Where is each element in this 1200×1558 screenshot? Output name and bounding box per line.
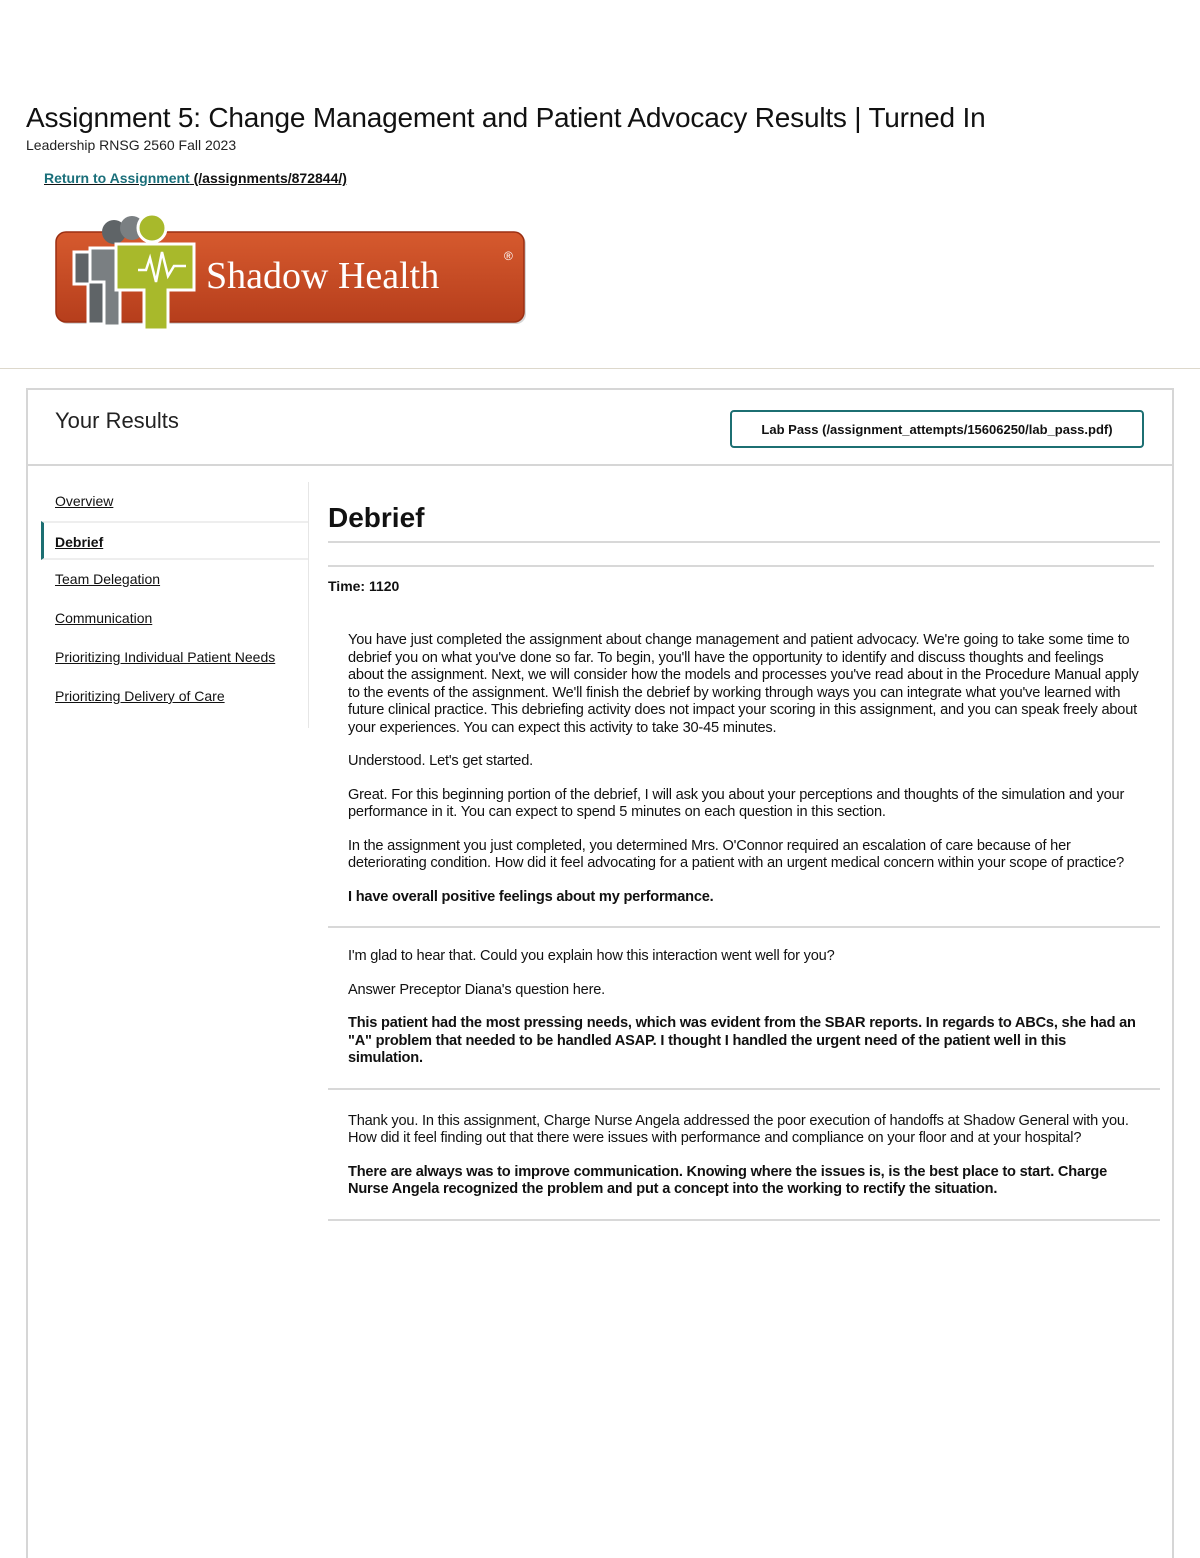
sidebar-item-team-delegation[interactable]: Team Delegation: [55, 571, 161, 587]
return-link-label: Return to Assignment: [44, 170, 190, 186]
header-divider: [0, 368, 1200, 369]
prompt-text: Great. For this beginning portion of the debrief, I will ask you about your perceptions and thoughts of the simulation and your performance in it. You can expect to spend 5 minutes on each question in this section.: [348, 786, 1125, 820]
logo-wordmark: Shadow Health: [206, 255, 440, 297]
page-header: [26, 100, 1176, 153]
return-to-assignment-link[interactable]: [44, 170, 347, 186]
prompt-text: You have just completed the assignment about change management and patient advocacy. We're going to take some time to debrief you on what you've done so far. To begin, you'll have the opportunity to identify and discuss thoughts and feelings about the assignment. Next, we will consider how the models and processes you've read about in the Procedure Manual apply to the events of the assignment. We'll finish the debrief by working through ways you can integrate what you've learned with future clinical practice. This debriefing activity does not impact your scoring in this assignment, and you can speak freely about your experiences. You can expect this activity to take 30-45 minutes.: [348, 632, 1139, 736]
student-answer: This patient had the most pressing needs, which was evident from the SBAR reports. In regards to ABCs, she had an "A" problem that needed to be handled ASAP. I thought I handled the urgent need of the patient well in this simulation.: [348, 1015, 1136, 1066]
debrief-exchange: [328, 928, 1160, 1090]
section-title: Debrief: [328, 502, 425, 533]
page-title: Assignment 5: Change Management and Patient Advocacy Results | Turned In: [26, 102, 986, 133]
shadow-health-logo: [54, 212, 530, 340]
time-label: Time: 1120: [328, 578, 400, 594]
prompt-text: In the assignment you just completed, you determined Mrs. O'Connor required an escalation of care because of her deteriorating condition. How did it feel advocating for a patient with an urgent medical concern within your scope of practice?: [348, 837, 1125, 871]
results-header: [28, 390, 1172, 466]
lab-pass-button[interactable]: Lab Pass (/assignment_attempts/15606250/lab_pass.pdf): [730, 410, 1144, 448]
debrief-content: [328, 498, 1160, 1221]
results-sidebar: [41, 482, 309, 728]
course-name: Leadership RNSG 2560 Fall 2023: [26, 137, 237, 153]
prompt-text: Answer Preceptor Diana's question here.: [348, 981, 606, 998]
student-answer: I have overall positive feelings about my performance.: [348, 888, 714, 905]
section-divider: [328, 565, 1154, 567]
sidebar-item-prioritizing-individual-patient-needs[interactable]: Prioritizing Individual Patient Needs: [55, 649, 276, 665]
sidebar-item-prioritizing-delivery-of-care[interactable]: Prioritizing Delivery of Care: [55, 688, 225, 704]
debrief-exchange: [328, 1090, 1160, 1221]
results-panel: [26, 388, 1174, 1558]
prompt-text: Understood. Let's get started.: [348, 753, 533, 769]
sidebar-item-debrief[interactable]: Debrief: [41, 521, 308, 560]
student-answer: There are always was to improve communication. Knowing where the issues is, is the best place to start. Charge Nurse Angela recognized the problem and put a concept into the working to rectify the situation.: [348, 1163, 1107, 1197]
title-divider: [328, 541, 1160, 543]
sidebar-item-overview[interactable]: Overview: [55, 493, 114, 509]
return-link-url: (/assignments/872844/): [189, 170, 347, 186]
prompt-text: Thank you. In this assignment, Charge Nurse Angela addressed the poor execution of handoffs at Shadow General with you. How did it feel finding out that there were issues with performance and compliance on your floor and at your hospital?: [348, 1112, 1129, 1146]
registered-mark: ®: [504, 249, 513, 263]
prompt-text: I'm glad to hear that. Could you explain how this interaction went well for you?: [348, 948, 835, 964]
debrief-exchange: [328, 594, 1160, 928]
results-title: Your Results: [55, 408, 179, 433]
sidebar-item-communication[interactable]: Communication: [55, 610, 153, 626]
